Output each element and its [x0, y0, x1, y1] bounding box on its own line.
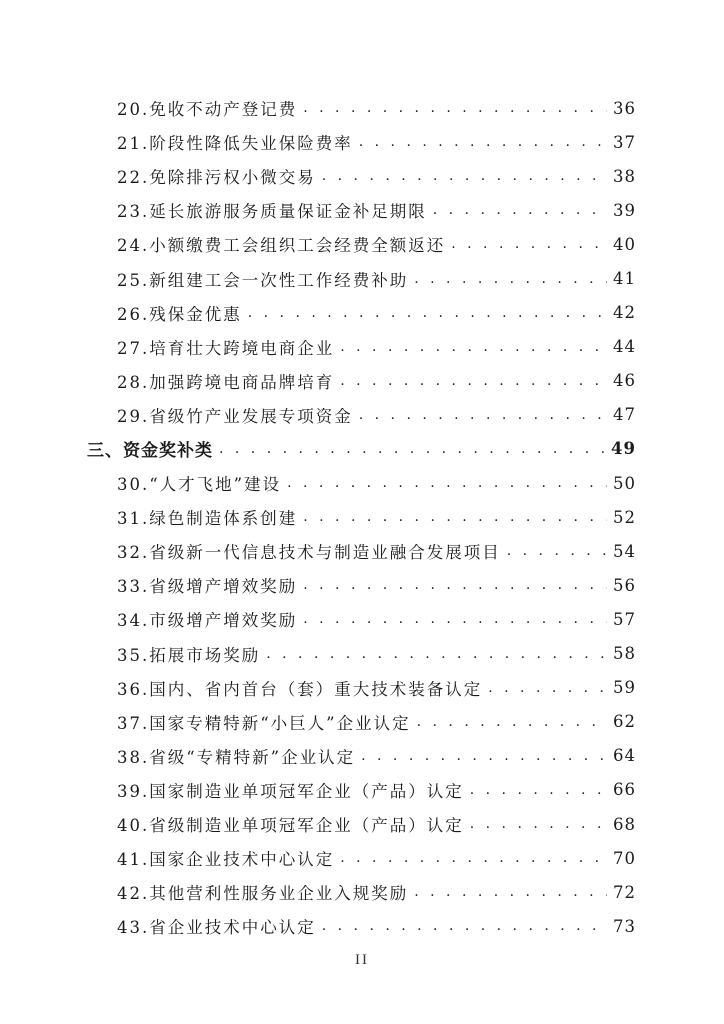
toc-entry-title: 38.省级“专精特新”企业认定	[117, 747, 356, 767]
dot-leader	[287, 475, 607, 491]
toc-entry[interactable]	[0, 500, 724, 534]
toc-entry-page-number: 54	[613, 541, 636, 561]
toc-entry-title: 25.新组建工会一次性工作经费补助	[117, 270, 409, 290]
toc-entry-page-number: 39	[613, 200, 636, 220]
dot-leader	[488, 680, 607, 696]
toc-entry-title: 42.其他营利性服务业企业入规奖励	[117, 884, 409, 904]
toc-entry-title: 35.拓展市场奖励	[117, 645, 261, 665]
toc-entry-page-number: 38	[613, 166, 636, 186]
toc-entry[interactable]	[0, 364, 724, 398]
toc-entry-page-number: 62	[613, 712, 636, 732]
dot-leader	[303, 100, 607, 116]
toc-entry-title: 39.国家制造业单项冠军企业（产品）认定	[117, 781, 464, 801]
toc-entry-title: 22.免除排污权小微交易	[117, 168, 316, 188]
toc-entry[interactable]	[0, 159, 724, 193]
toc-entry-title: 36.国内、省内首台（套）重大技术装备认定	[117, 679, 483, 699]
toc-entry-page-number: 42	[613, 303, 636, 323]
toc-entry-title: 三、资金奖补类	[87, 441, 213, 462]
dot-leader	[266, 646, 607, 662]
toc-entry[interactable]	[0, 807, 724, 841]
toc-section-heading[interactable]	[0, 432, 724, 466]
dot-leader	[359, 407, 607, 423]
dot-leader	[340, 339, 607, 355]
toc-entry-page-number: 56	[613, 575, 636, 595]
dot-leader	[433, 202, 607, 218]
toc-entry-page-number: 70	[613, 848, 636, 868]
toc-entry-title: 30.“人才飞地”建设	[117, 475, 282, 495]
dot-leader	[219, 441, 605, 457]
toc-entry[interactable]	[0, 330, 724, 364]
toc-entry-title: 20.免收不动产登记费	[117, 100, 298, 120]
dot-leader	[470, 816, 607, 832]
page-number: II	[355, 952, 369, 968]
toc-entry-title: 24.小额缴费工会组织工会经费全额返还	[117, 236, 446, 256]
toc-entry[interactable]	[0, 227, 724, 261]
toc-entry-page-number: 40	[613, 234, 636, 254]
dot-leader	[359, 134, 607, 150]
toc-entry[interactable]	[0, 568, 724, 602]
dot-leader	[303, 509, 607, 525]
toc-entry-title: 31.绿色制造体系创建	[117, 509, 298, 529]
dot-leader	[361, 748, 607, 764]
toc-entry-title: 28.加强跨境电商品牌培育	[117, 372, 335, 392]
toc-entry[interactable]	[0, 705, 724, 739]
toc-entry-title: 27.培育壮大跨境电商企业	[117, 338, 335, 358]
dot-leader	[414, 884, 607, 900]
toc-entry-title: 43.省企业技术中心认定	[117, 918, 316, 938]
toc-entry-page-number: 64	[613, 746, 636, 766]
toc-entry[interactable]	[0, 602, 724, 636]
table-of-contents	[0, 91, 724, 943]
toc-entry[interactable]	[0, 261, 724, 295]
dot-leader	[248, 305, 607, 321]
toc-entry-page-number: 36	[613, 98, 636, 118]
toc-entry-page-number: 66	[613, 780, 636, 800]
dot-leader	[470, 782, 607, 798]
toc-entry-title: 34.市级增产增效奖励	[117, 611, 298, 631]
toc-entry[interactable]	[0, 909, 724, 943]
dot-leader	[451, 236, 607, 252]
toc-entry-page-number: 41	[613, 269, 636, 289]
toc-entry-page-number: 68	[613, 814, 636, 834]
dot-leader	[417, 714, 607, 730]
toc-entry-title: 21.阶段性降低失业保险费率	[117, 134, 353, 154]
toc-entry[interactable]	[0, 671, 724, 705]
toc-entry[interactable]	[0, 398, 724, 432]
dot-leader	[322, 918, 607, 934]
toc-entry-page-number: 50	[613, 473, 636, 493]
toc-entry[interactable]	[0, 534, 724, 568]
toc-entry-page-number: 44	[613, 337, 636, 357]
toc-entry[interactable]	[0, 125, 724, 159]
toc-entry[interactable]	[0, 637, 724, 671]
toc-entry-page-number: 47	[613, 405, 636, 425]
toc-entry[interactable]	[0, 466, 724, 500]
toc-entry-page-number: 58	[613, 644, 636, 664]
toc-entry[interactable]	[0, 739, 724, 773]
toc-entry-title: 23.延长旅游服务质量保证金补足期限	[117, 202, 427, 222]
dot-leader	[340, 373, 607, 389]
toc-entry-page-number: 37	[613, 132, 636, 152]
toc-entry[interactable]	[0, 773, 724, 807]
toc-entry-page-number: 57	[613, 609, 636, 629]
toc-entry[interactable]	[0, 875, 724, 909]
toc-entry[interactable]	[0, 841, 724, 875]
toc-entry-title: 32.省级新一代信息技术与制造业融合发展项目	[117, 543, 501, 563]
toc-entry-page-number: 59	[613, 678, 636, 698]
toc-entry[interactable]	[0, 296, 724, 330]
toc-entry[interactable]	[0, 91, 724, 125]
toc-entry-page-number: 72	[613, 882, 636, 902]
toc-entry-page-number: 46	[613, 371, 636, 391]
dot-leader	[340, 850, 607, 866]
dot-leader	[414, 271, 607, 287]
toc-entry-title: 33.省级增产增效奖励	[117, 577, 298, 597]
dot-leader	[303, 611, 607, 627]
toc-entry-title: 41.国家企业技术中心认定	[117, 850, 335, 870]
toc-entry[interactable]	[0, 193, 724, 227]
toc-entry-page-number: 73	[613, 916, 636, 936]
toc-entry-page-number: 49	[611, 439, 636, 459]
dot-leader	[322, 168, 607, 184]
dot-leader	[303, 577, 607, 593]
toc-entry-title: 29.省级竹产业发展专项资金	[117, 406, 353, 426]
toc-entry-title: 26.残保金优惠	[117, 304, 242, 324]
toc-entry-title: 37.国家专精特新“小巨人”企业认定	[117, 713, 411, 733]
toc-entry-page-number: 52	[613, 507, 636, 527]
toc-entry-title: 40.省级制造业单项冠军企业（产品）认定	[117, 816, 464, 836]
dot-leader	[507, 543, 607, 559]
